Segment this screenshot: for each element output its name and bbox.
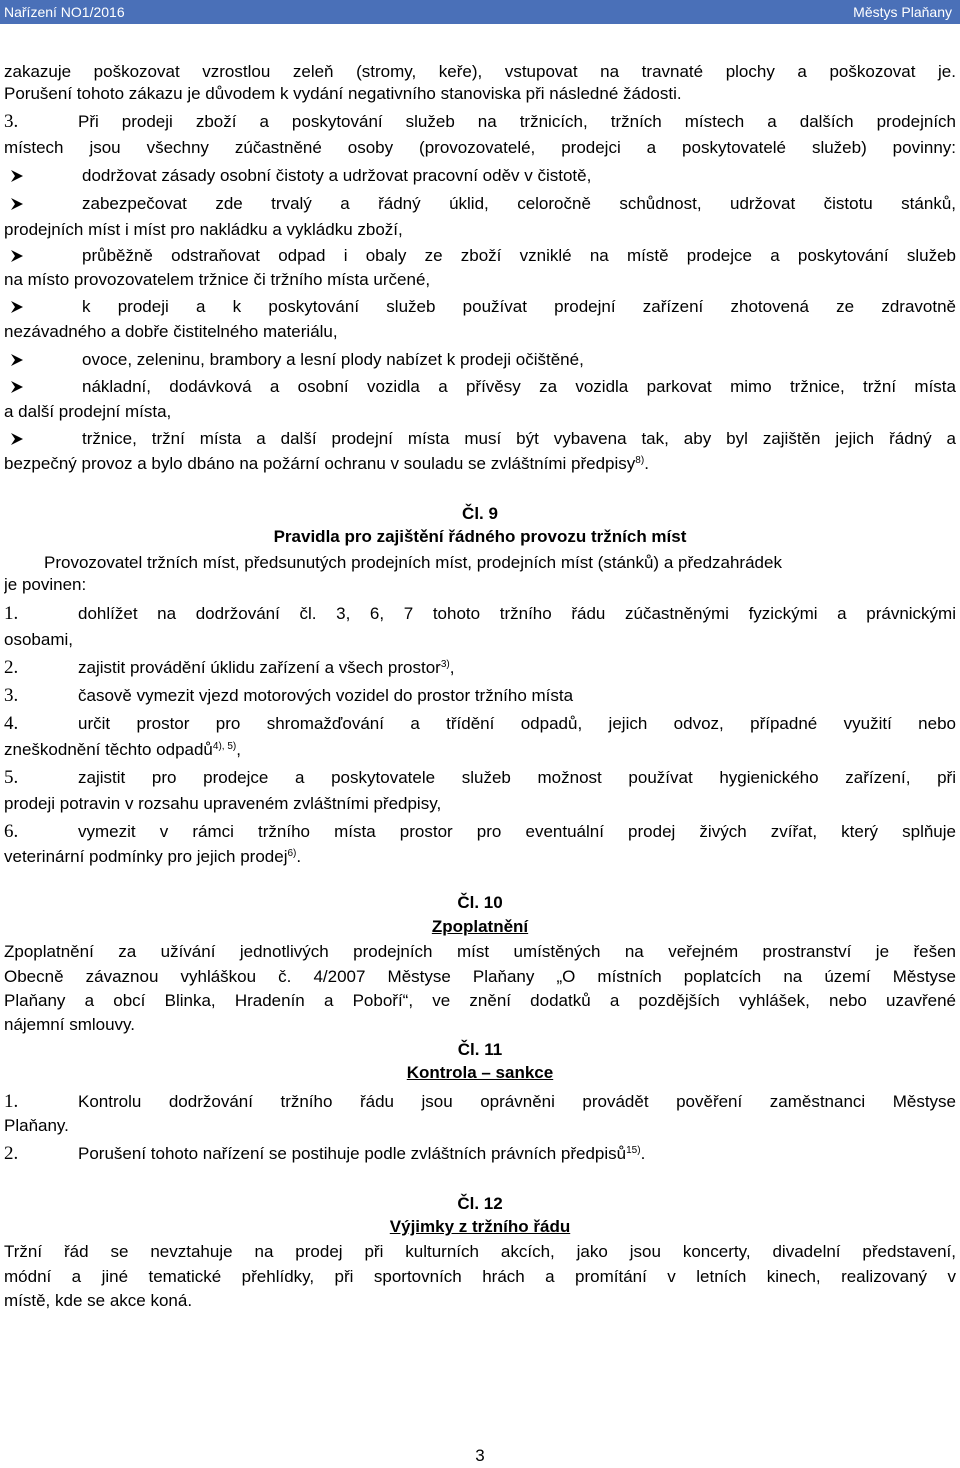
article-10-subtitle: Zpoplatnění	[431, 917, 529, 936]
bullet-1-text: dodržovat zásady osobní čistoty a udržovat pracovní oděv v čistotě,	[82, 166, 592, 185]
cl11-item-2-end: .	[640, 1144, 646, 1163]
article-12-subtitle: Výjimky z tržního řádu	[389, 1217, 571, 1236]
header-municipality: Městys Plaňany	[853, 4, 952, 20]
cl9-item-6-cont	[4, 844, 956, 870]
cl9-item-4	[4, 711, 956, 737]
intro-line-1: zakazuje poškozovat vzrostlou zeleň (stromy, keře), vstupovat na travnaté plochy a poškozovat je.	[4, 62, 956, 81]
cl9-item-1-text: dohlížet na dodržování čl. 3, 6, 7 tohoto tržního řádu zúčastněnými fyzickými a právnickými	[78, 604, 956, 623]
bullet-7-text: tržnice, tržní místa a další prodejní místa musí být vybavena tak, aby byl zajištěn jejich řádný a	[82, 429, 956, 448]
arrow-bullet-icon	[8, 191, 28, 217]
bullet-6	[4, 374, 956, 400]
arrow-bullet-icon	[8, 426, 28, 452]
cl11-item-1-cont: Plaňany.	[4, 1116, 69, 1135]
bullet-3-text: průběžně odstraňovat odpad i obaly ze zboží vzniklé na místě prodejce a poskytování služeb	[82, 246, 956, 265]
article-11-subtitle-text: Kontrola – sankce	[406, 1063, 554, 1082]
cl9-item-1-cont: osobami,	[4, 630, 73, 649]
footnote-ref: 3)	[440, 659, 450, 670]
article-12-line-2: módní a jiné tematické přehlídky, při sportovních hrách a promítání v letních kinech, realizovaný v	[4, 1267, 956, 1286]
bullet-6-text: nákladní, dodávková a osobní vozidla a přívěsy za vozidla parkovat mimo tržnice, tržní místa	[82, 377, 956, 396]
cl9-item-2-text-wrap	[78, 655, 956, 681]
cl9-item-4-cont	[4, 737, 956, 763]
cl9-item-5-cont: prodeji potravin v rozsahu upraveném zvláštními předpisy,	[4, 794, 442, 813]
arrow-bullet-icon	[8, 347, 28, 373]
bullet-4-text: k prodeji a k poskytování služeb používat prodejní zařízení zhotovená ze zdravotně	[82, 297, 956, 316]
article-12-line-3: místě, kde se akce koná.	[4, 1291, 193, 1310]
bullet-2-cont: prodejních míst i míst pro nakládku a vykládku zboží,	[4, 220, 403, 239]
article-10-line-4: nájemní smlouvy.	[4, 1015, 136, 1034]
arrow-bullet-icon	[8, 243, 28, 269]
footnote-ref: 4), 5)	[212, 741, 237, 752]
page-number: 3	[475, 1446, 485, 1465]
cl9-item-5-number: 5.	[4, 767, 19, 788]
article-12-line-1: Tržní řád se nevztahuje na prodej při kulturních akcích, jako jsou koncerty, divadelní představení,	[4, 1242, 956, 1261]
cl9-item-2-text: zajistit provádění úklidu zařízení a všech prostor	[78, 658, 441, 677]
cl9-item-4-number: 4.	[4, 713, 19, 734]
item-3-line-2: místech jsou všechny zúčastněné osoby (provozovatelé, prodejci a poskytovatelé služeb) povinny:	[4, 138, 956, 157]
bullet-7-cont-text: bezpečný provoz a bylo dbáno na požární ochranu v souladu se zvláštními předpisy	[4, 454, 636, 473]
bullet-5	[4, 347, 956, 373]
cl9-item-6	[4, 819, 956, 845]
article-11-subtitle	[4, 1060, 956, 1086]
arrow-bullet-icon	[8, 374, 28, 400]
article-9-subtitle: Pravidla pro zajištění řádného provozu tržních míst	[273, 527, 687, 546]
article-12-title: Čl. 12	[457, 1194, 503, 1213]
cl9-item-3-number: 3.	[4, 685, 19, 706]
bullet-4-cont: nezávadného a dobře čistitelného materiálu,	[4, 322, 338, 341]
header-title: Nařízení NO1/2016	[4, 4, 125, 20]
cl11-item-2-text: Porušení tohoto nařízení se postihuje podle zvláštních právních předpisů	[78, 1144, 627, 1163]
article-11-title: Čl. 11	[457, 1040, 503, 1059]
cl9-item-3-text: časově vymezit vjezd motorových vozidel do prostor tržního místa	[78, 686, 574, 705]
article-10-line-3: Plaňany a obcí Blinka, Hradenín a Poboří“, ve znění dodatků a pozdějších vyhlášek, nebo uzavřené	[4, 991, 956, 1010]
bullet-3	[4, 243, 956, 269]
bullet-4	[4, 294, 956, 320]
cl9-item-5	[4, 765, 956, 791]
cl11-item-2-number: 2.	[4, 1143, 19, 1164]
cl9-item-4-end: ,	[236, 740, 241, 759]
article-10-line-2: Obecně závaznou vyhláškou č. 4/2007 Městyse Plaňany „O místních poplatcích na území Městyse	[4, 967, 956, 986]
cl9-item-3	[4, 683, 956, 709]
article-9-intro-1-text: Provozovatel tržních míst, předsunutých prodejních míst, prodejních míst (stánků) a předzahrádek	[44, 553, 782, 572]
bullet-6-cont: a další prodejní místa,	[4, 402, 172, 421]
bullet-2-text: zabezpečovat zde trvalý a řádný úklid, celoročně schůdnost, udržovat čistotu stánků,	[82, 194, 956, 213]
cl11-item-2-text-wrap	[78, 1141, 956, 1167]
cl9-item-2-number: 2.	[4, 657, 19, 678]
cl9-item-6-cont-text: veterinární podmínky pro jejich prodej	[4, 847, 288, 866]
cl11-item-2	[4, 1141, 956, 1167]
article-10-title: Čl. 10	[457, 893, 503, 912]
footnote-ref: 6)	[287, 848, 297, 859]
cl11-item-1-text: Kontrolu dodržování tržního řádu jsou oprávněni provádět pověření zaměstnanci Městyse	[78, 1092, 956, 1111]
item-3-text-1: Při prodeji zboží a poskytování služeb na tržnicích, tržních místech a dalších prodejních	[78, 112, 956, 131]
footnote-ref: 8)	[635, 455, 645, 466]
cl9-item-5-text: zajistit pro prodejce a poskytovatele služeb možnost používat hygienického zařízení, při	[78, 768, 956, 787]
article-10-line-1: Zpoplatnění za užívání jednotlivých prodejních míst umístěných na veřejném prostranství je řešen	[4, 942, 956, 961]
arrow-bullet-icon	[8, 294, 28, 320]
article-9-title: Čl. 9	[462, 504, 498, 523]
bullet-5-text: ovoce, zeleninu, brambory a lesní plody nabízet k prodeji očištěné,	[82, 350, 584, 369]
item-3-line-1	[4, 109, 956, 135]
bullet-1	[4, 163, 956, 189]
cl9-item-4-cont-text: zneškodnění těchto odpadů	[4, 740, 213, 759]
footnote-ref: 15)	[626, 1145, 641, 1156]
bullet-7	[4, 426, 956, 452]
item-3-number: 3.	[4, 111, 19, 132]
intro-line-2: Porušení tohoto zákazu je důvodem k vydání negativního stanoviska při následné žádosti.	[4, 84, 682, 103]
article-9-intro-2: je povinen:	[4, 575, 87, 594]
cl9-item-6-number: 6.	[4, 821, 19, 842]
bullet-7-end: .	[644, 454, 649, 473]
cl11-item-1	[4, 1089, 956, 1115]
cl9-item-2-end: ,	[449, 658, 455, 677]
cl9-item-6-text: vymezit v rámci tržního místa prostor pro eventuální prodej živých zvířat, který splňuje	[78, 822, 956, 841]
cl9-item-6-end: .	[296, 847, 302, 866]
cl9-item-2	[4, 655, 956, 681]
bullet-7-cont	[4, 451, 956, 477]
cl9-item-1	[4, 601, 956, 627]
bullet-2	[4, 191, 956, 217]
cl11-item-1-number: 1.	[4, 1091, 19, 1112]
bullet-3-cont: na místo provozovatelem tržnice či tržního místa určené,	[4, 270, 431, 289]
cl9-item-4-text: určit prostor pro shromažďování a třídění odpadů, jejich odvoz, případné využití nebo	[78, 714, 956, 733]
cl9-item-1-number: 1.	[4, 603, 19, 624]
arrow-bullet-icon	[8, 163, 28, 189]
page-header	[0, 0, 960, 24]
